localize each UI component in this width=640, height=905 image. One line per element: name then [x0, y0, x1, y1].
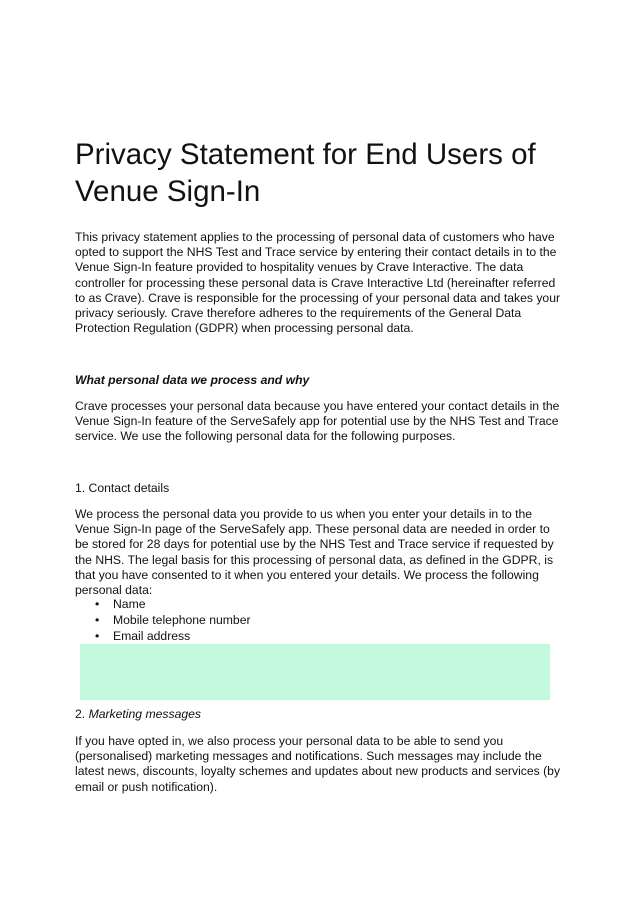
personal-data-list [95, 596, 251, 644]
bullet-icon: • [95, 613, 100, 627]
marketing-number: 2. [75, 707, 86, 721]
title-line-1: Privacy Statement for End Users of [75, 138, 536, 171]
list-item [95, 628, 251, 644]
section-heading: What personal data we process and why [75, 373, 310, 387]
contact-details-heading: 1. Contact details [75, 481, 170, 495]
marketing-paragraph: If you have opted in, we also process your personal data to be able to send you (personalised) marketing messages and notifications. Such messages may include the latest news, discounts, loyalty schemes and updates about new products and services (by email or push notification). [75, 734, 561, 794]
title-line-2: Venue Sign-In [75, 175, 261, 208]
process-paragraph: Crave processes your personal data because you have entered your contact details in the Venue Sign-In feature of the ServeSafely app for potential use by the NHS Test and Trace service. We use the following personal data for the following purposes. [75, 399, 560, 444]
list-item [95, 612, 251, 628]
bullet-icon: • [95, 629, 100, 643]
marketing-title: Marketing messages [88, 707, 202, 721]
bullet-icon: • [95, 597, 100, 611]
page-title [75, 136, 575, 210]
list-item-label: Name [113, 597, 146, 611]
marketing-heading [75, 707, 201, 722]
highlight-box [80, 644, 550, 700]
list-item-label: Email address [113, 629, 191, 643]
contact-details-paragraph: We process the personal data you provide to us when you enter your details in to the Venue Sign-In page of the ServeSafely app. These personal data are needed in order to be stored for 28 days for potential use by the NHS Test and Trace service if requested by the NHS. The legal basis for this processing of personal data, as defined in the GDPR, is that you have consented to it when you entered your details. We process the following personal data: [75, 507, 554, 598]
intro-paragraph: This privacy statement applies to the processing of personal data of customers who have opted to support the NHS Test and Trace service by entering their contact details in to the Venue Sign-In feature provided to hospitality venues by Crave Interactive. The data controller for processing these personal data is Crave Interactive Ltd (hereinafter referred to as Crave). Crave is responsible for the processing of your personal data and takes your privacy seriously. Crave therefore adheres to the requirements of the General Data Protection Regulation (GDPR) when processing personal data. [75, 230, 561, 336]
list-item [95, 596, 251, 612]
list-item-label: Mobile telephone number [113, 613, 251, 627]
